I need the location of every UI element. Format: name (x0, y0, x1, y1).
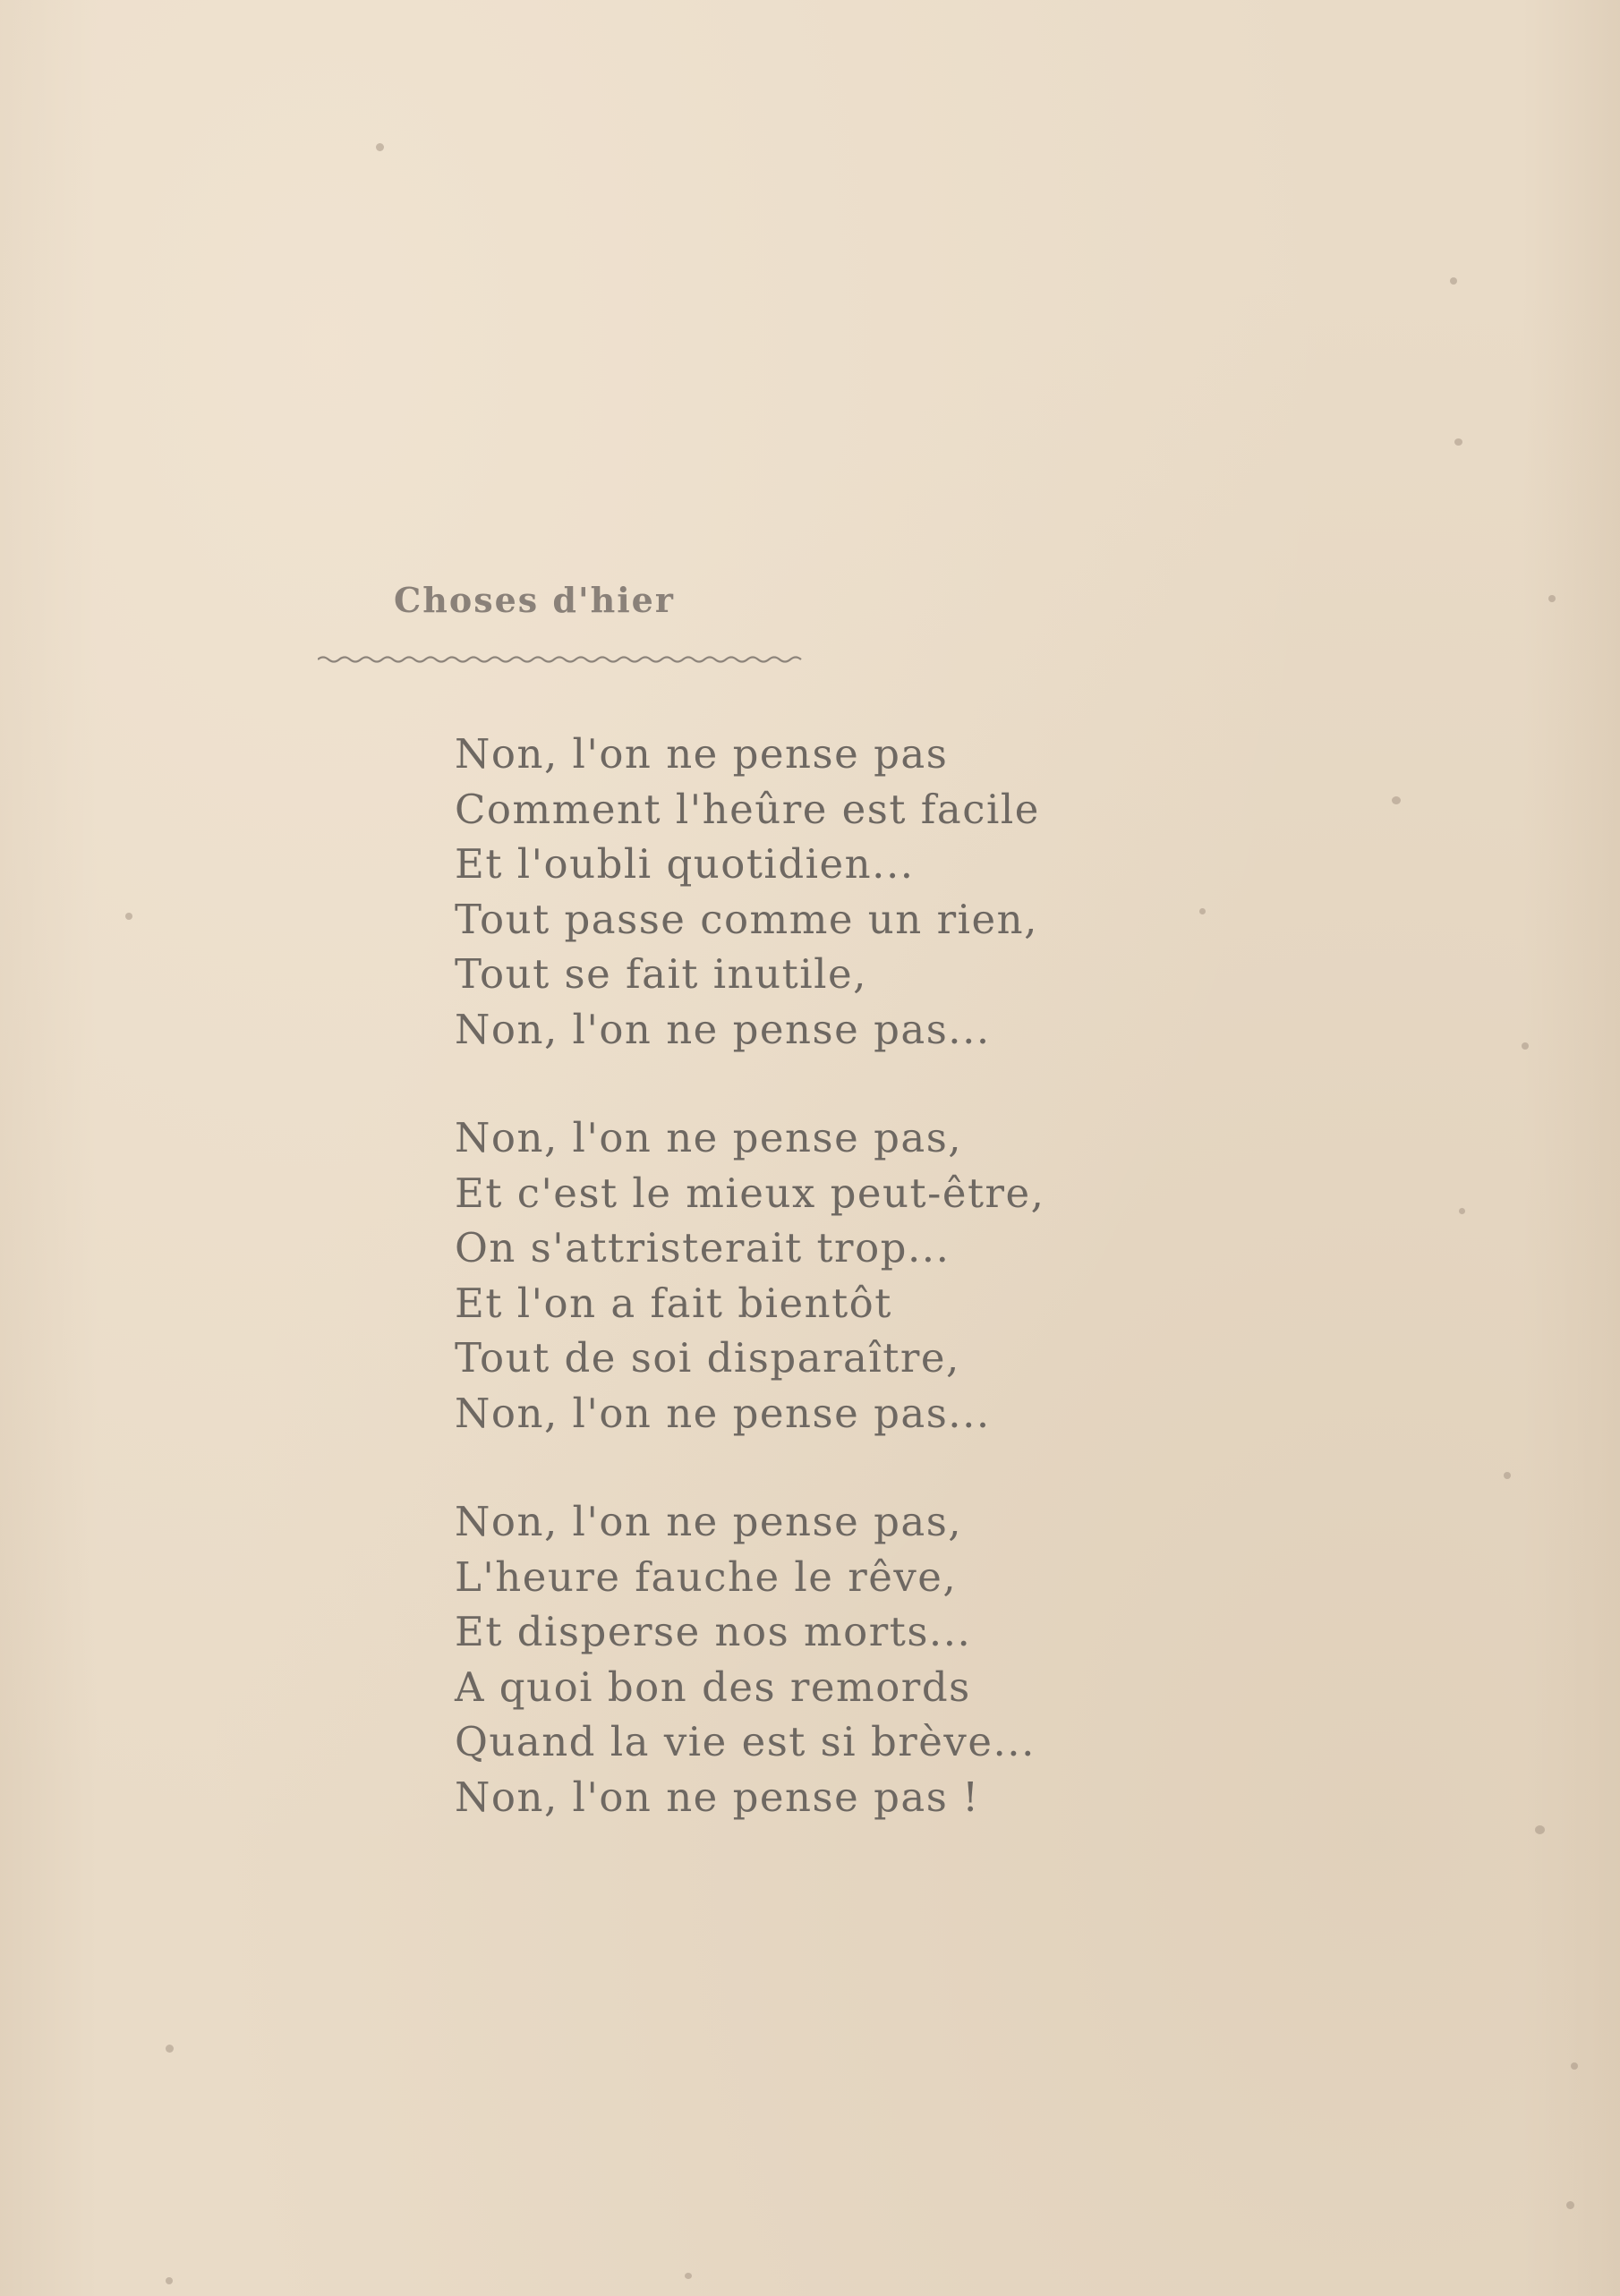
paper-speck (1454, 438, 1462, 446)
stanza-3 (455, 1494, 1135, 1824)
verse-line: Et disperse nos morts... (455, 1608, 972, 1655)
verse-line: Non, l'on ne pense pas... (455, 1005, 991, 1053)
paper-speck (1450, 277, 1457, 285)
paper-speck (1504, 1472, 1511, 1479)
verse-line: Et c'est le mieux peut-être, (455, 1169, 1045, 1217)
verse-line: Non, l'on ne pense pas, (455, 1114, 963, 1161)
verse-line: Non, l'on ne pense pas (455, 730, 949, 778)
paper-speck (685, 2273, 692, 2279)
verse-line: Non, l'on ne pense pas, (455, 1498, 963, 1545)
poem (455, 727, 1135, 1878)
paper-speck (1459, 1208, 1465, 1214)
paper-speck (1548, 595, 1556, 602)
running-head: Choses d'hier (394, 580, 675, 620)
paper-speck (166, 2277, 173, 2284)
verse-line: A quoi bon des remords (455, 1662, 971, 1711)
verse-line: Non, l'on ne pense pas... (455, 1389, 991, 1437)
stanza-2 (455, 1110, 1135, 1441)
paper-speck (166, 2045, 174, 2053)
paper-speck (1522, 1042, 1529, 1050)
verse-line: Et l'on a fait bientôt (455, 1279, 892, 1327)
paper-speck (1535, 1825, 1545, 1834)
verse-line: Tout passe comme un rien, (455, 895, 1038, 943)
paper-speck (1566, 2201, 1574, 2209)
verse-line: Et l'oubli quotidien... (455, 840, 915, 888)
paper-speck (125, 913, 132, 920)
verse-line: Tout se fait inutile, (455, 950, 867, 998)
verse-line: Comment l'heûre est facile (455, 785, 1040, 833)
wavy-rule (318, 653, 806, 666)
stanza-1 (455, 727, 1135, 1057)
paper-speck (1199, 908, 1206, 914)
verse-line: Quand la vie est si brève... (455, 1718, 1036, 1765)
paper-speck (376, 143, 384, 151)
paper-speck (1392, 796, 1401, 804)
verse-line: Tout de soi disparaître, (455, 1334, 960, 1382)
verse-line: On s'attristerait trop... (455, 1224, 951, 1271)
verse-line: Non, l'on ne pense pas ! (455, 1773, 980, 1821)
verse-line: L'heure fauche le rêve, (455, 1552, 958, 1601)
paper-speck (1571, 2062, 1578, 2070)
